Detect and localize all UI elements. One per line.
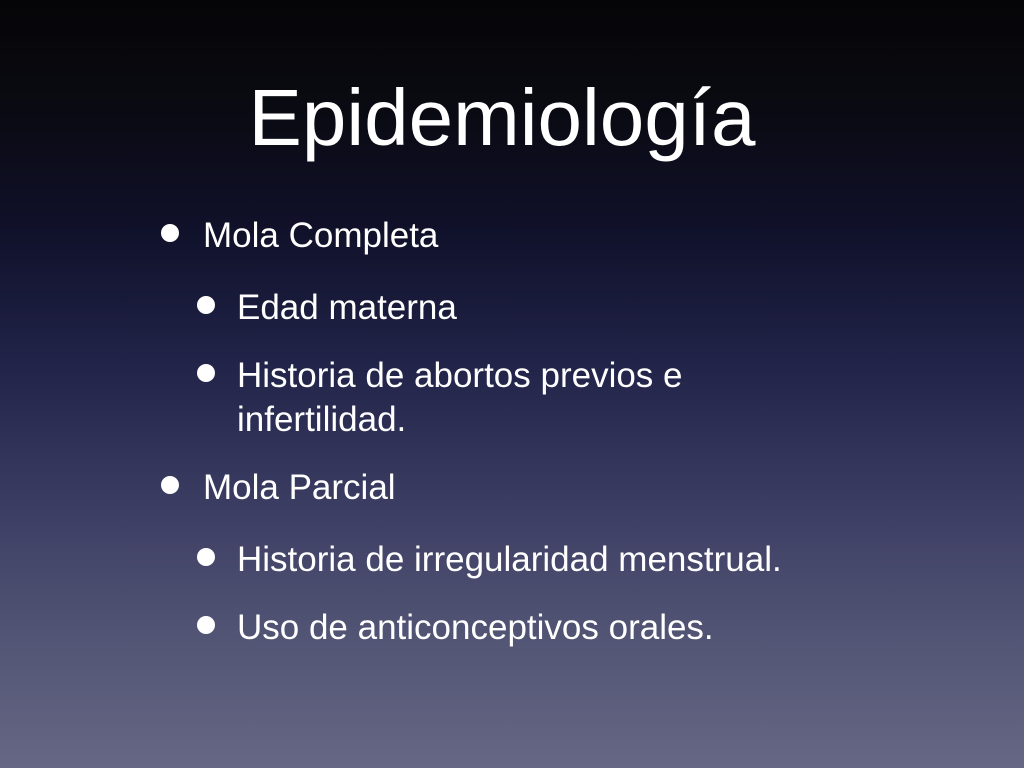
bullet-dot-icon (197, 548, 215, 566)
bullet-item-edad-materna (155, 286, 955, 330)
bullet-item-mola-parcial (155, 466, 955, 510)
bullet-item-mola-completa (155, 214, 955, 258)
bullet-dot-icon (161, 224, 179, 242)
bullet-text: Historia de abortos previos e infertilidad. (237, 356, 683, 439)
bullet-item-historia-abortos (155, 354, 797, 442)
bullet-text: Mola Parcial (203, 468, 396, 507)
bullet-dot-icon (197, 616, 215, 634)
bullet-text: Uso de anticonceptivos orales. (237, 608, 714, 647)
bullet-item-anticonceptivos (155, 606, 955, 650)
bullet-list (155, 214, 955, 650)
slide-title: Epidemiología (248, 73, 756, 162)
bullet-dot-icon (197, 296, 215, 314)
bullet-item-irregularidad-menstrual (155, 538, 955, 582)
bullet-text: Mola Completa (203, 216, 439, 255)
bullet-dot-icon (197, 364, 215, 382)
bullet-dot-icon (161, 476, 179, 494)
bullet-text: Edad materna (237, 288, 457, 327)
bullet-text: Historia de irregularidad menstrual. (237, 540, 782, 579)
